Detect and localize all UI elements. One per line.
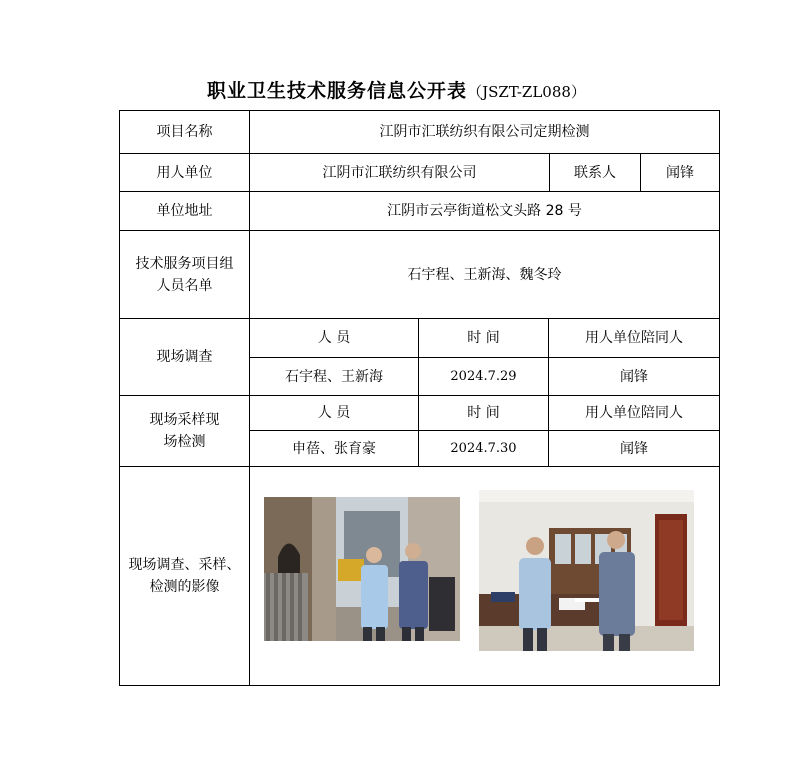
sampling-header-time: 时 间 xyxy=(467,405,500,421)
label-sampling: 现场采样现场检测 xyxy=(149,412,220,450)
label-contact: 联系人 xyxy=(574,164,616,181)
form-title xyxy=(0,76,793,103)
label-address: 单位地址 xyxy=(156,203,213,219)
survey-header-people: 人 员 xyxy=(317,330,351,346)
survey-people: 石宇程、王新海 xyxy=(285,368,383,385)
sampling-header-people: 人 员 xyxy=(317,405,351,421)
label-team: 技术服务项目组人员名单 xyxy=(135,255,234,294)
label-images: 现场调查、采样、检测的影像 xyxy=(128,557,241,595)
value-project-name: 江阴市汇联纺织有限公司定期检测 xyxy=(379,124,590,140)
label-employer: 用人单位 xyxy=(156,164,213,181)
value-employer: 江阴市汇联纺织有限公司 xyxy=(322,164,477,181)
value-team: 石宇程、王新海、魏冬玲 xyxy=(407,266,562,283)
sampling-escort: 闻锋 xyxy=(620,440,648,457)
survey-escort: 闻锋 xyxy=(620,368,648,385)
table-border xyxy=(119,685,720,686)
table-border xyxy=(719,110,720,686)
survey-date: 2024.7.29 xyxy=(450,368,517,384)
label-survey: 现场调查 xyxy=(156,349,213,365)
sampling-people: 申蓓、张育豪 xyxy=(292,440,376,457)
value-contact: 闻锋 xyxy=(666,164,694,181)
sampling-date: 2024.7.30 xyxy=(450,440,517,456)
value-address: 江阴市云亭街道松文头路 28 号 xyxy=(387,203,582,219)
form-code: （JSZT-ZL088） xyxy=(467,83,586,101)
label-project-name: 项目名称 xyxy=(156,124,213,140)
form-title-main: 职业卫生技术服务信息公开表 xyxy=(207,80,468,102)
survey-header-escort: 用人单位陪同人 xyxy=(585,330,683,346)
site-photo-entrance xyxy=(264,497,460,641)
site-photo-office xyxy=(479,490,694,651)
survey-header-time: 时 间 xyxy=(467,330,500,346)
sampling-header-escort: 用人单位陪同人 xyxy=(585,405,683,421)
